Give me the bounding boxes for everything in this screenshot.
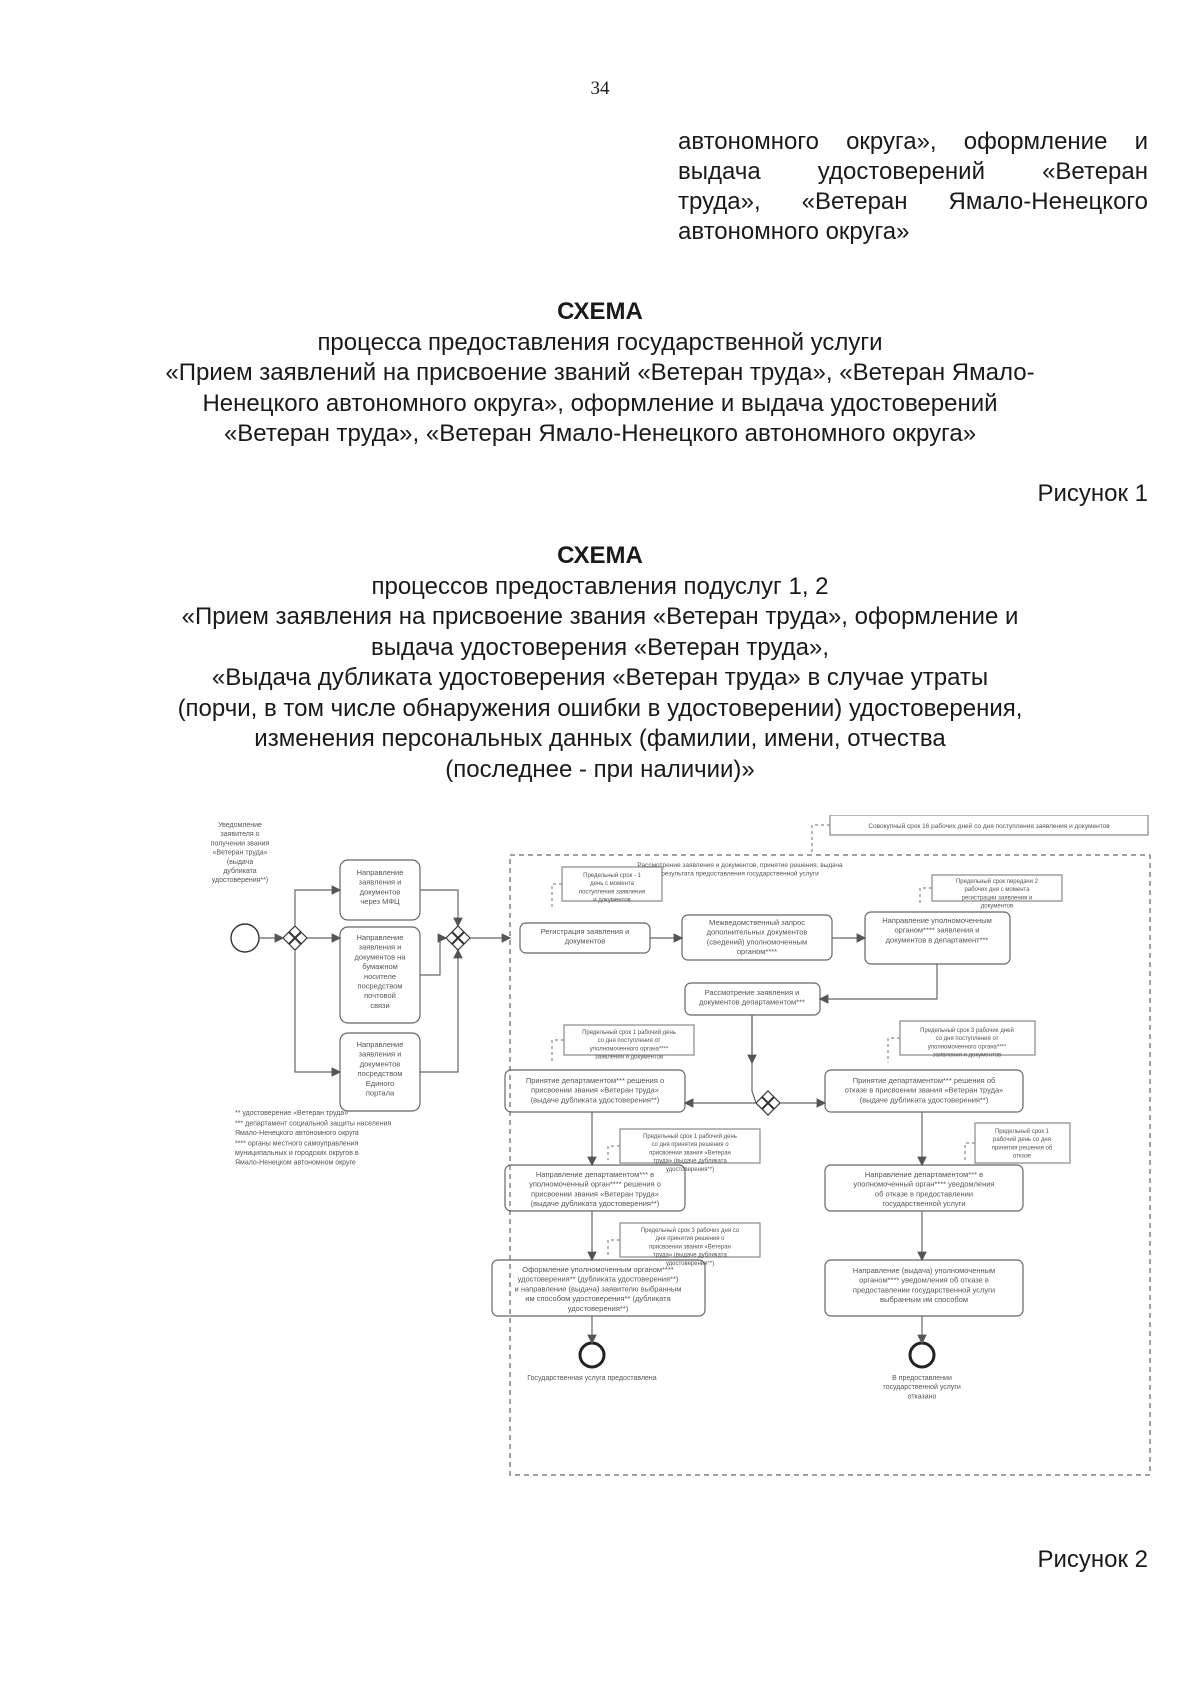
diagram-text-review: Рассмотрение заявления и документов департаментом*** <box>699 988 805 1007</box>
diagram-text-send-refuse: Направление департаментом*** в уполномоченный орган**** уведомления об отказе в предоставлении государственной услуги <box>853 1170 995 1209</box>
diagram-text-send-grant: Направление департаментом*** в уполномоченный орган**** решения о присвоении звания «Ветеран труда» (выдаче дубликата удостоверения**) <box>529 1170 661 1209</box>
schema2-line: (последнее - при наличии)» <box>445 755 755 783</box>
diagram-text-term-left: Предельный срок 1 рабочий день со дня поступления от уполномоченного органа**** заявления и документов <box>582 1030 676 1061</box>
schema1-line: «Ветеран труда», «Ветеран Ямало-Ненецкого автономного округа» <box>223 420 977 447</box>
diagram-text-interagency: Межведомственный запрос дополнительных документов (сведений) уполномоченным органом**** <box>706 918 808 957</box>
schema2-line: «Выдача дубликата удостоверения «Ветеран труда» в случае утраты <box>211 664 989 691</box>
diagram-text-decision-grant: Принятие департаментом*** решения о присвоении звания «Ветеран труда» (выдаче дубликата удостоверения**) <box>525 1076 665 1105</box>
page-number: 34 <box>590 78 610 99</box>
header-line: автономного округа», оформление и <box>678 128 1148 155</box>
schema2-line: изменения персональных данных (фамилии, имени, отчества <box>254 725 946 752</box>
figure2-label: Рисунок 2 <box>1037 1546 1148 1573</box>
diagram-text-submit-paper: Направление заявления и документов на бумажном носителе посредством почтовой связи <box>354 933 406 1010</box>
header-line: автономного округа» <box>678 218 910 245</box>
diagram-text-term-send-grant: Предельный срок 1 рабочий день со дня принятия решения о присвоении звания «Ветеран труда» (выдаче дубликата удостоверения**) <box>643 1134 737 1173</box>
process-diagram <box>200 815 1160 1495</box>
diagram-footnote: *** департамент социальной защиты населения Ямало-Ненецкого автономного округа <box>235 1120 392 1137</box>
header-line: труда», «Ветеран Ямало-Ненецкого <box>678 188 1148 215</box>
diagram-footnote: **** органы местного самоуправления муниципальных и городских округов в Ямало-Ненецком автономном округе <box>235 1140 359 1167</box>
diagram-text-decision-refuse: Принятие департаментом*** решения об отказе в присвоении звания «Ветеран труда» (выдаче дубликата удостоверения**) <box>844 1076 1004 1105</box>
diagram-text-registration-term: Предельный срок - 1 день с момента поступления заявления и документов <box>578 873 646 904</box>
figure1-label: Рисунок 1 <box>1037 480 1148 507</box>
schema1-line: Ненецкого автономного округа», оформление и выдача удостоверений <box>202 389 998 417</box>
diagram-text-submit-portal: Направление заявления и документов посредством Единого портала <box>356 1040 404 1098</box>
schema1-line: «Прием заявлений на присвоение званий «Ветеран труда», «Ветеран Ямало- <box>165 359 1035 386</box>
diagram-text-term-right: Предельный срок 3 рабочих дней со дня поступления от уполномоченного органа**** заявления и документов <box>920 1028 1014 1059</box>
end-event-ok <box>580 1343 604 1367</box>
diagram-text-send-dept-term: Предельный срок передачи 2 рабочих дня с момента регистрации заявления и документов <box>955 879 1039 910</box>
schema2-title <box>0 541 1200 785</box>
split-gateway <box>283 926 307 950</box>
end-event-refuse <box>910 1343 934 1367</box>
schema1-heading: СХЕМА <box>557 298 643 325</box>
schema2-heading: СХЕМА <box>557 542 643 569</box>
schema2-line: «Прием заявления на присвоение звания «Ветеран труда», оформление и <box>181 603 1019 630</box>
diagram-text-notify-refuse: Направление (выдача) уполномоченным органом**** уведомления об отказе в предоставлении государственной услуги выбранным им способом <box>852 1266 996 1305</box>
diagram-text-issue: Оформление уполномоченным органом**** удостоверения** (дубликата удостоверения**) и направление (выдача) заявителю выбранным им способом удостоверения** (дубликата удостоверения**) <box>514 1265 682 1313</box>
diagram-text-total-term: Совокупный срок 16 рабочих дней со дня поступления заявления и документов <box>868 823 1110 830</box>
diagram-text-send-dept: Направление уполномоченным органом**** заявления и документов в департамент*** <box>882 916 992 945</box>
header-continuation <box>678 127 1148 247</box>
schema2-line: процессов предоставления подуслуг 1, 2 <box>371 572 829 600</box>
schema2-line: (порчи, в том числе обнаружения ошибки в удостоверении) удостоверения, <box>177 694 1023 722</box>
diagram-text-end-ok: Государственная услуга предоставлена <box>527 1375 657 1382</box>
start-event <box>231 924 259 952</box>
merge-gateway <box>446 926 470 950</box>
diagram-text-term-issue: Предельный срок 3 рабочих дня со дня принятия решения о присвоении звания «Ветеран труда» (выдаче дубликата удостоверения**) <box>640 1228 740 1267</box>
diagram-text-lane-title: Рассмотрение заявления и документов, принятие решения, выдача результата предоставления государственной услуги <box>637 862 843 878</box>
diagram-text-term-send-refuse: Предельный срок 1 рабочий день со дня принятия решения об отказе <box>991 1129 1053 1160</box>
diagram-footnote: ** удостоверение «Ветеран труда» <box>235 1110 349 1117</box>
schema2-line: выдача удостоверения «Ветеран труда», <box>370 633 830 661</box>
process-diagram-svg <box>200 815 1160 1495</box>
schema1-title <box>0 297 1200 450</box>
diagram-text-registration: Регистрация заявления и документов <box>540 927 630 946</box>
diagram-text-applicant: Уведомление заявителя о получении звания «Ветеран труда» (выдача дубликата удостоверения**) <box>210 822 270 885</box>
schema1-line: процесса предоставления государственной услуги <box>317 328 883 356</box>
header-line: выдача удостоверений «Ветеран <box>678 158 1148 185</box>
decision-gateway <box>756 1091 780 1115</box>
diagram-text-submit-mfc: Направление заявления и документов через МФЦ <box>356 868 404 907</box>
diagram-text-end-refuse: В предоставлении государственной услуги отказано <box>883 1375 961 1401</box>
